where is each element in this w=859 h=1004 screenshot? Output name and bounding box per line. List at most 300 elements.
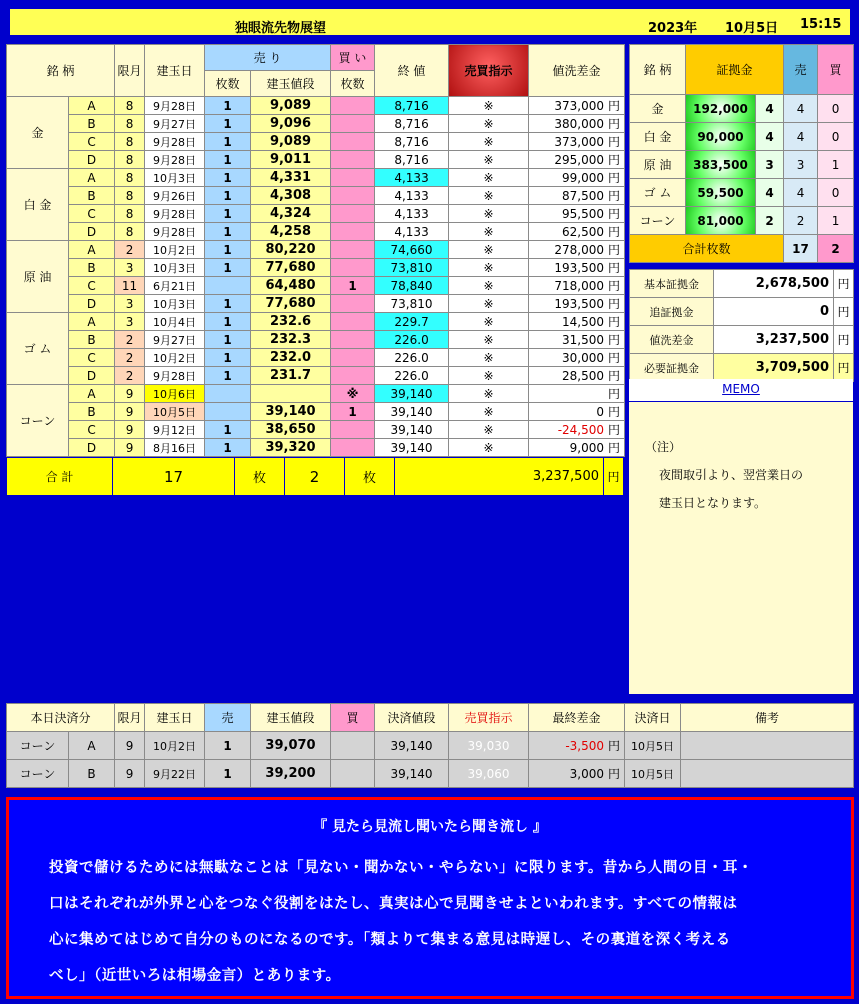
sell-qty bbox=[205, 277, 251, 295]
signal-mark: ※ bbox=[449, 133, 529, 151]
margin-brand: 金 bbox=[630, 95, 686, 123]
memo-line: （注） bbox=[645, 440, 682, 454]
settle-col-settle-date: 決済日 bbox=[625, 704, 681, 732]
close-price: 39,140 bbox=[375, 439, 449, 457]
buy-qty bbox=[331, 151, 375, 169]
settle-row bbox=[7, 760, 854, 788]
entry-date: 10月3日 bbox=[145, 259, 205, 277]
col-diff: 値洗差金 bbox=[529, 45, 625, 97]
entry-price: 77,680 bbox=[251, 259, 331, 277]
col-date: 建玉日 bbox=[145, 45, 205, 97]
entry-price: 232.6 bbox=[251, 313, 331, 331]
contract-letter: C bbox=[69, 277, 115, 295]
margin-sell-count: 3 bbox=[784, 151, 818, 179]
entry-price: 4,258 bbox=[251, 223, 331, 241]
signal-mark: ※ bbox=[449, 349, 529, 367]
contract-month: 9 bbox=[115, 403, 145, 421]
settle-col-today: 本日決済分 bbox=[7, 704, 115, 732]
table-row bbox=[7, 295, 625, 313]
mtm-value: 373,000 bbox=[554, 99, 605, 113]
memo-line: 建玉日となります。 bbox=[659, 496, 767, 510]
margin-amount: 383,500 bbox=[686, 151, 756, 179]
signal-mark: ※ bbox=[449, 169, 529, 187]
positions-table bbox=[6, 44, 625, 457]
col-buy: 買 い bbox=[331, 45, 375, 71]
signal-mark: ※ bbox=[449, 277, 529, 295]
contract-month: 2 bbox=[115, 241, 145, 259]
settle-letter: B bbox=[69, 760, 115, 788]
mark-to-market bbox=[529, 187, 625, 205]
mark-to-market bbox=[529, 385, 625, 403]
buy-qty bbox=[331, 169, 375, 187]
settle-signal: 39,030 bbox=[449, 732, 529, 760]
mark-to-market bbox=[529, 223, 625, 241]
settle-col-month: 限月 bbox=[115, 704, 145, 732]
memo-link[interactable]: MEMO bbox=[629, 379, 853, 401]
mtm-unit: 円 bbox=[608, 279, 621, 293]
buy-qty bbox=[331, 97, 375, 115]
entry-date: 10月2日 bbox=[145, 241, 205, 259]
margin-buy-count: 0 bbox=[818, 123, 854, 151]
table-row bbox=[7, 367, 625, 385]
memo-box bbox=[629, 402, 853, 694]
settle-month: 9 bbox=[115, 732, 145, 760]
close-price: 73,810 bbox=[375, 295, 449, 313]
signal-mark: ※ bbox=[449, 151, 529, 169]
buy-qty bbox=[331, 367, 375, 385]
signal-mark: ※ bbox=[449, 421, 529, 439]
mark-to-market bbox=[529, 313, 625, 331]
title-bar bbox=[7, 6, 853, 38]
contract-month: 8 bbox=[115, 97, 145, 115]
buy-qty bbox=[331, 331, 375, 349]
mtm-value: 0 bbox=[596, 405, 605, 419]
sell-qty: 1 bbox=[205, 295, 251, 313]
entry-date: 10月2日 bbox=[145, 349, 205, 367]
mtm-unit: 円 bbox=[608, 99, 621, 113]
contract-letter: D bbox=[69, 367, 115, 385]
margin-count: 4 bbox=[756, 179, 784, 207]
total-value: 3,237,500 bbox=[395, 458, 604, 496]
sell-qty: 1 bbox=[205, 367, 251, 385]
margin-count: 4 bbox=[756, 123, 784, 151]
count-sell: 17 bbox=[784, 235, 818, 263]
buy-qty bbox=[331, 133, 375, 151]
signal-mark: ※ bbox=[449, 241, 529, 259]
sell-qty: 1 bbox=[205, 151, 251, 169]
table-row bbox=[7, 115, 625, 133]
sell-qty: 1 bbox=[205, 331, 251, 349]
buy-qty: 1 bbox=[331, 277, 375, 295]
close-price: 4,133 bbox=[375, 205, 449, 223]
entry-date: 9月27日 bbox=[145, 331, 205, 349]
mtm-unit: 円 bbox=[608, 135, 621, 149]
contract-letter: D bbox=[69, 151, 115, 169]
sell-qty: 1 bbox=[205, 223, 251, 241]
col-brand: 銘 柄 bbox=[7, 45, 115, 97]
signal-mark: ※ bbox=[449, 367, 529, 385]
settle-letter: A bbox=[69, 732, 115, 760]
margin-sell-count: 2 bbox=[784, 207, 818, 235]
mark-to-market bbox=[529, 439, 625, 457]
sell-qty bbox=[205, 403, 251, 421]
sell-qty bbox=[205, 385, 251, 403]
settlement-table bbox=[6, 703, 854, 788]
summary-label: 追証拠金 bbox=[630, 298, 714, 326]
summary-value: 0 bbox=[714, 298, 834, 326]
entry-price: 39,140 bbox=[251, 403, 331, 421]
close-price: 4,133 bbox=[375, 223, 449, 241]
settle-month: 9 bbox=[115, 760, 145, 788]
entry-price: 4,308 bbox=[251, 187, 331, 205]
summary-row bbox=[630, 270, 854, 298]
entry-date: 9月28日 bbox=[145, 367, 205, 385]
settle-final-value: 3,000 bbox=[569, 767, 604, 781]
summary-label: 値洗差金 bbox=[630, 326, 714, 354]
margin-row bbox=[630, 151, 854, 179]
total-yen: 円 bbox=[604, 458, 624, 496]
mtm-value: -24,500 bbox=[557, 423, 605, 437]
mtm-unit: 円 bbox=[608, 243, 621, 257]
margin-amount: 59,500 bbox=[686, 179, 756, 207]
col-month: 限月 bbox=[115, 45, 145, 97]
margin-count: 4 bbox=[756, 95, 784, 123]
buy-qty bbox=[331, 187, 375, 205]
settle-col-notes: 備考 bbox=[681, 704, 854, 732]
entry-price bbox=[251, 385, 331, 403]
mtm-value: 95,500 bbox=[562, 207, 605, 221]
settle-close: 39,140 bbox=[375, 732, 449, 760]
margin-count: 2 bbox=[756, 207, 784, 235]
close-price: 78,840 bbox=[375, 277, 449, 295]
margin-row bbox=[630, 95, 854, 123]
entry-price: 9,096 bbox=[251, 115, 331, 133]
contract-letter: C bbox=[69, 205, 115, 223]
entry-date: 9月28日 bbox=[145, 223, 205, 241]
contract-letter: C bbox=[69, 349, 115, 367]
sell-qty: 1 bbox=[205, 313, 251, 331]
contract-month: 3 bbox=[115, 295, 145, 313]
memo-line: 夜間取引より、翌営業日の bbox=[659, 468, 804, 482]
mtm-unit: 円 bbox=[608, 225, 621, 239]
settle-col-date: 建玉日 bbox=[145, 704, 205, 732]
mtm-value: 193,500 bbox=[554, 261, 605, 275]
margin-buy-count: 1 bbox=[818, 207, 854, 235]
settle-final-unit: 円 bbox=[608, 739, 621, 753]
margin-row bbox=[630, 123, 854, 151]
margin-panel bbox=[629, 44, 853, 382]
signal-mark: ※ bbox=[449, 295, 529, 313]
entry-price: 9,011 bbox=[251, 151, 331, 169]
close-price: 8,716 bbox=[375, 97, 449, 115]
count-buy: 2 bbox=[818, 235, 854, 263]
table-row bbox=[7, 151, 625, 169]
buy-qty: ※ bbox=[331, 385, 375, 403]
summary-row bbox=[630, 354, 854, 382]
signal-mark: ※ bbox=[449, 97, 529, 115]
entry-date: 9月28日 bbox=[145, 151, 205, 169]
col-buy-qty: 枚数 bbox=[331, 71, 375, 97]
signal-button[interactable]: 売買指示 bbox=[449, 45, 529, 97]
settle-col-sell: 売 bbox=[205, 704, 251, 732]
settle-final bbox=[529, 760, 625, 788]
sell-qty: 1 bbox=[205, 97, 251, 115]
summary-row bbox=[630, 298, 854, 326]
settle-brand: コーン bbox=[7, 760, 69, 788]
contract-month: 8 bbox=[115, 133, 145, 151]
settle-settle-date: 10月5日 bbox=[625, 732, 681, 760]
quote-line: 心に集めてはじめて自分のものになるのです。「類よりて集まる意見は時遅し、その裏道を深く考える bbox=[49, 932, 731, 948]
table-row bbox=[7, 133, 625, 151]
table-row bbox=[7, 421, 625, 439]
total-unit2: 枚 bbox=[345, 458, 395, 496]
table-row bbox=[7, 403, 625, 421]
mtm-value: 87,500 bbox=[562, 189, 605, 203]
sell-qty: 1 bbox=[205, 205, 251, 223]
buy-qty bbox=[331, 205, 375, 223]
contract-letter: B bbox=[69, 331, 115, 349]
settle-col-price: 建玉値段 bbox=[251, 704, 331, 732]
quote-line: べし」（近世いろは相場金言）とあります。 bbox=[49, 968, 341, 984]
close-price: 226.0 bbox=[375, 331, 449, 349]
mark-to-market bbox=[529, 421, 625, 439]
contract-letter: B bbox=[69, 187, 115, 205]
signal-mark: ※ bbox=[449, 187, 529, 205]
table-row bbox=[7, 97, 625, 115]
settle-col-final: 最終差金 bbox=[529, 704, 625, 732]
mtm-value: 193,500 bbox=[554, 297, 605, 311]
entry-price: 231.7 bbox=[251, 367, 331, 385]
mtm-value: 9,000 bbox=[569, 441, 605, 455]
close-price: 226.0 bbox=[375, 349, 449, 367]
contract-letter: A bbox=[69, 169, 115, 187]
contract-month: 3 bbox=[115, 259, 145, 277]
total-unit1: 枚 bbox=[235, 458, 285, 496]
contract-letter: A bbox=[69, 313, 115, 331]
margin-col-margin: 証拠金 bbox=[686, 45, 784, 95]
entry-price: 38,650 bbox=[251, 421, 331, 439]
mtm-value: 31,500 bbox=[562, 333, 605, 347]
mtm-unit: 円 bbox=[608, 297, 621, 311]
settlement-panel bbox=[6, 703, 853, 788]
buy-qty bbox=[331, 223, 375, 241]
col-close: 終 値 bbox=[375, 45, 449, 97]
margin-count-row bbox=[630, 235, 854, 263]
mark-to-market bbox=[529, 133, 625, 151]
settle-date: 9月22日 bbox=[145, 760, 205, 788]
margin-brand: ゴ ム bbox=[630, 179, 686, 207]
brand-cell: 原 油 bbox=[7, 241, 69, 313]
sell-qty: 1 bbox=[205, 421, 251, 439]
entry-price: 9,089 bbox=[251, 97, 331, 115]
mark-to-market bbox=[529, 241, 625, 259]
brand-cell: 白 金 bbox=[7, 169, 69, 241]
entry-date: 10月6日 bbox=[145, 385, 205, 403]
buy-qty bbox=[331, 421, 375, 439]
entry-price: 4,324 bbox=[251, 205, 331, 223]
margin-row bbox=[630, 207, 854, 235]
close-price: 39,140 bbox=[375, 421, 449, 439]
entry-date: 10月3日 bbox=[145, 169, 205, 187]
table-row bbox=[7, 385, 625, 403]
table-row bbox=[7, 313, 625, 331]
header-time: 15:15 bbox=[800, 17, 842, 32]
contract-month: 8 bbox=[115, 169, 145, 187]
entry-date: 9月28日 bbox=[145, 205, 205, 223]
summary-yen: 円 bbox=[834, 270, 854, 298]
summary-label: 基本証拠金 bbox=[630, 270, 714, 298]
col-price: 建玉値段 bbox=[251, 71, 331, 97]
mtm-value: 30,000 bbox=[562, 351, 605, 365]
summary-value: 2,678,500 bbox=[714, 270, 834, 298]
close-price: 74,660 bbox=[375, 241, 449, 259]
buy-qty bbox=[331, 439, 375, 457]
count-label: 合計枚数 bbox=[630, 235, 784, 263]
contract-month: 8 bbox=[115, 205, 145, 223]
summary-yen: 円 bbox=[834, 298, 854, 326]
mark-to-market bbox=[529, 115, 625, 133]
table-row bbox=[7, 205, 625, 223]
quote-title: 『 見たら見流し聞いたら聞き流し 』 bbox=[313, 819, 547, 835]
table-row bbox=[7, 187, 625, 205]
brand-cell: ゴ ム bbox=[7, 313, 69, 385]
close-price: 73,810 bbox=[375, 259, 449, 277]
settle-final-value: -3,500 bbox=[565, 739, 604, 753]
sell-qty: 1 bbox=[205, 439, 251, 457]
mtm-value: 718,000 bbox=[554, 279, 605, 293]
mark-to-market bbox=[529, 169, 625, 187]
sell-qty: 1 bbox=[205, 187, 251, 205]
mtm-unit: 円 bbox=[608, 369, 621, 383]
close-price: 39,140 bbox=[375, 385, 449, 403]
mtm-unit: 円 bbox=[608, 315, 621, 329]
entry-date: 10月5日 bbox=[145, 403, 205, 421]
contract-month: 3 bbox=[115, 313, 145, 331]
close-price: 39,140 bbox=[375, 403, 449, 421]
brand-cell: コーン bbox=[7, 385, 69, 457]
mtm-unit: 円 bbox=[608, 333, 621, 347]
settle-brand: コーン bbox=[7, 732, 69, 760]
table-row bbox=[7, 241, 625, 259]
margin-amount: 90,000 bbox=[686, 123, 756, 151]
table-row bbox=[7, 331, 625, 349]
quote-box bbox=[6, 797, 854, 999]
signal-mark: ※ bbox=[449, 439, 529, 457]
contract-letter: A bbox=[69, 385, 115, 403]
table-row bbox=[7, 277, 625, 295]
settle-notes bbox=[681, 732, 854, 760]
settle-price: 39,200 bbox=[251, 760, 331, 788]
settle-row bbox=[7, 732, 854, 760]
buy-qty: 1 bbox=[331, 403, 375, 421]
close-price: 226.0 bbox=[375, 367, 449, 385]
settle-buy bbox=[331, 760, 375, 788]
mtm-value: 278,000 bbox=[554, 243, 605, 257]
settle-close: 39,140 bbox=[375, 760, 449, 788]
settle-final bbox=[529, 732, 625, 760]
mark-to-market bbox=[529, 295, 625, 313]
contract-month: 9 bbox=[115, 439, 145, 457]
summary-yen: 円 bbox=[834, 354, 854, 382]
sell-qty: 1 bbox=[205, 169, 251, 187]
sell-qty: 1 bbox=[205, 349, 251, 367]
settle-date: 10月2日 bbox=[145, 732, 205, 760]
settle-col-settle-price: 決済値段 bbox=[375, 704, 449, 732]
entry-date: 9月28日 bbox=[145, 97, 205, 115]
entry-date: 9月12日 bbox=[145, 421, 205, 439]
margin-buy-count: 1 bbox=[818, 151, 854, 179]
mtm-unit: 円 bbox=[608, 189, 621, 203]
mtm-value: 373,000 bbox=[554, 135, 605, 149]
signal-mark: ※ bbox=[449, 259, 529, 277]
contract-letter: D bbox=[69, 295, 115, 313]
contract-letter: C bbox=[69, 133, 115, 151]
contract-month: 2 bbox=[115, 349, 145, 367]
signal-mark: ※ bbox=[449, 385, 529, 403]
entry-date: 8月16日 bbox=[145, 439, 205, 457]
contract-letter: D bbox=[69, 223, 115, 241]
settle-settle-date: 10月5日 bbox=[625, 760, 681, 788]
margin-sell-count: 4 bbox=[784, 123, 818, 151]
margin-brand: 白 金 bbox=[630, 123, 686, 151]
entry-date: 9月26日 bbox=[145, 187, 205, 205]
mark-to-market bbox=[529, 331, 625, 349]
signal-mark: ※ bbox=[449, 205, 529, 223]
close-price: 8,716 bbox=[375, 151, 449, 169]
brand-cell: 金 bbox=[7, 97, 69, 169]
entry-date: 6月21日 bbox=[145, 277, 205, 295]
summary-value: 3,709,500 bbox=[714, 354, 834, 382]
sell-qty: 1 bbox=[205, 241, 251, 259]
margin-table bbox=[629, 44, 854, 263]
contract-month: 2 bbox=[115, 367, 145, 385]
mtm-value: 62,500 bbox=[562, 225, 605, 239]
entry-price: 232.3 bbox=[251, 331, 331, 349]
mtm-value: 295,000 bbox=[554, 153, 605, 167]
settle-price: 39,070 bbox=[251, 732, 331, 760]
close-price: 8,716 bbox=[375, 115, 449, 133]
mtm-value: 380,000 bbox=[554, 117, 605, 131]
entry-price: 39,320 bbox=[251, 439, 331, 457]
entry-price: 64,480 bbox=[251, 277, 331, 295]
contract-month: 9 bbox=[115, 385, 145, 403]
header-year: 2023年 bbox=[648, 21, 698, 36]
mark-to-market bbox=[529, 97, 625, 115]
mark-to-market bbox=[529, 349, 625, 367]
margin-sell-count: 4 bbox=[784, 179, 818, 207]
signal-mark: ※ bbox=[449, 223, 529, 241]
margin-col-buy: 買 bbox=[818, 45, 854, 95]
contract-letter: D bbox=[69, 439, 115, 457]
settle-signal: 39,060 bbox=[449, 760, 529, 788]
mtm-unit: 円 bbox=[608, 423, 621, 437]
mtm-unit: 円 bbox=[608, 441, 621, 455]
mtm-unit: 円 bbox=[608, 387, 621, 401]
col-sell-qty: 枚数 bbox=[205, 71, 251, 97]
total-sell: 17 bbox=[113, 458, 235, 496]
settle-final-unit: 円 bbox=[608, 767, 621, 781]
margin-buy-count: 0 bbox=[818, 179, 854, 207]
entry-date: 10月4日 bbox=[145, 313, 205, 331]
main-panel bbox=[6, 44, 624, 696]
margin-amount: 81,000 bbox=[686, 207, 756, 235]
contract-letter: B bbox=[69, 115, 115, 133]
buy-qty bbox=[331, 313, 375, 331]
contract-month: 9 bbox=[115, 421, 145, 439]
mtm-unit: 円 bbox=[608, 153, 621, 167]
summary-value: 3,237,500 bbox=[714, 326, 834, 354]
summary-label: 必要証拠金 bbox=[630, 354, 714, 382]
